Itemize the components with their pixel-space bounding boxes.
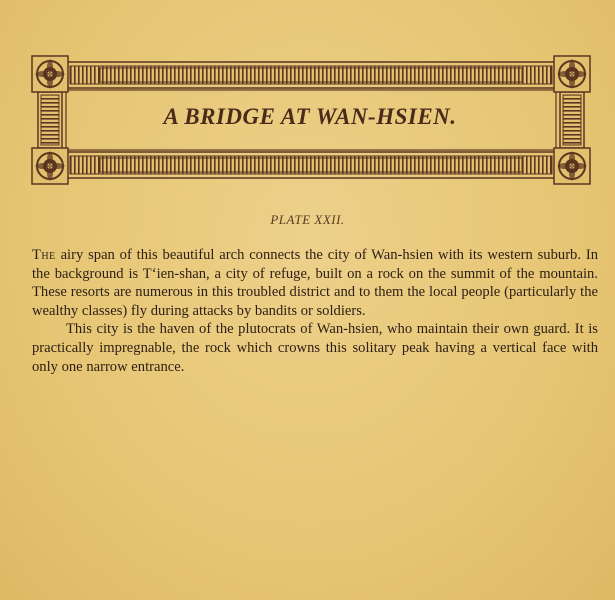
paragraph-1 [32,246,598,320]
corner-rosette-bottom-left [32,148,68,184]
corner-rosette-bottom-right [554,148,590,184]
bottom-band [66,152,556,178]
plate-number: PLATE XXII. [270,212,345,227]
paragraph-2: This city is the haven of the plutocrats of Wan-hsien, who maintain their own guard. It is practically impregnable, the rock which crowns this solitary peak having a vertical face with only one narrow entrance. [32,321,598,375]
plate-title: A BRIDGE AT WAN-HSIEN. [163,104,457,129]
corner-rosette-top-left [32,56,68,92]
corner-rosette-top-right [554,56,590,92]
left-band [38,92,62,148]
paragraph-1-lead: The [32,247,56,263]
description-text [32,246,598,376]
paragraph-1-body: airy span of this beautiful arch connects the city of Wan-hsien with its western suburb. In the background is T‘ien-shan, a city of refuge, built on a rock on the summit of the mountain. These resorts are numerous in this troubled district and to them the local people (particularly the wealthy classes) fly during attacks by bandits or soldiers. [32,247,598,319]
right-band [560,92,584,148]
top-band [66,62,556,88]
